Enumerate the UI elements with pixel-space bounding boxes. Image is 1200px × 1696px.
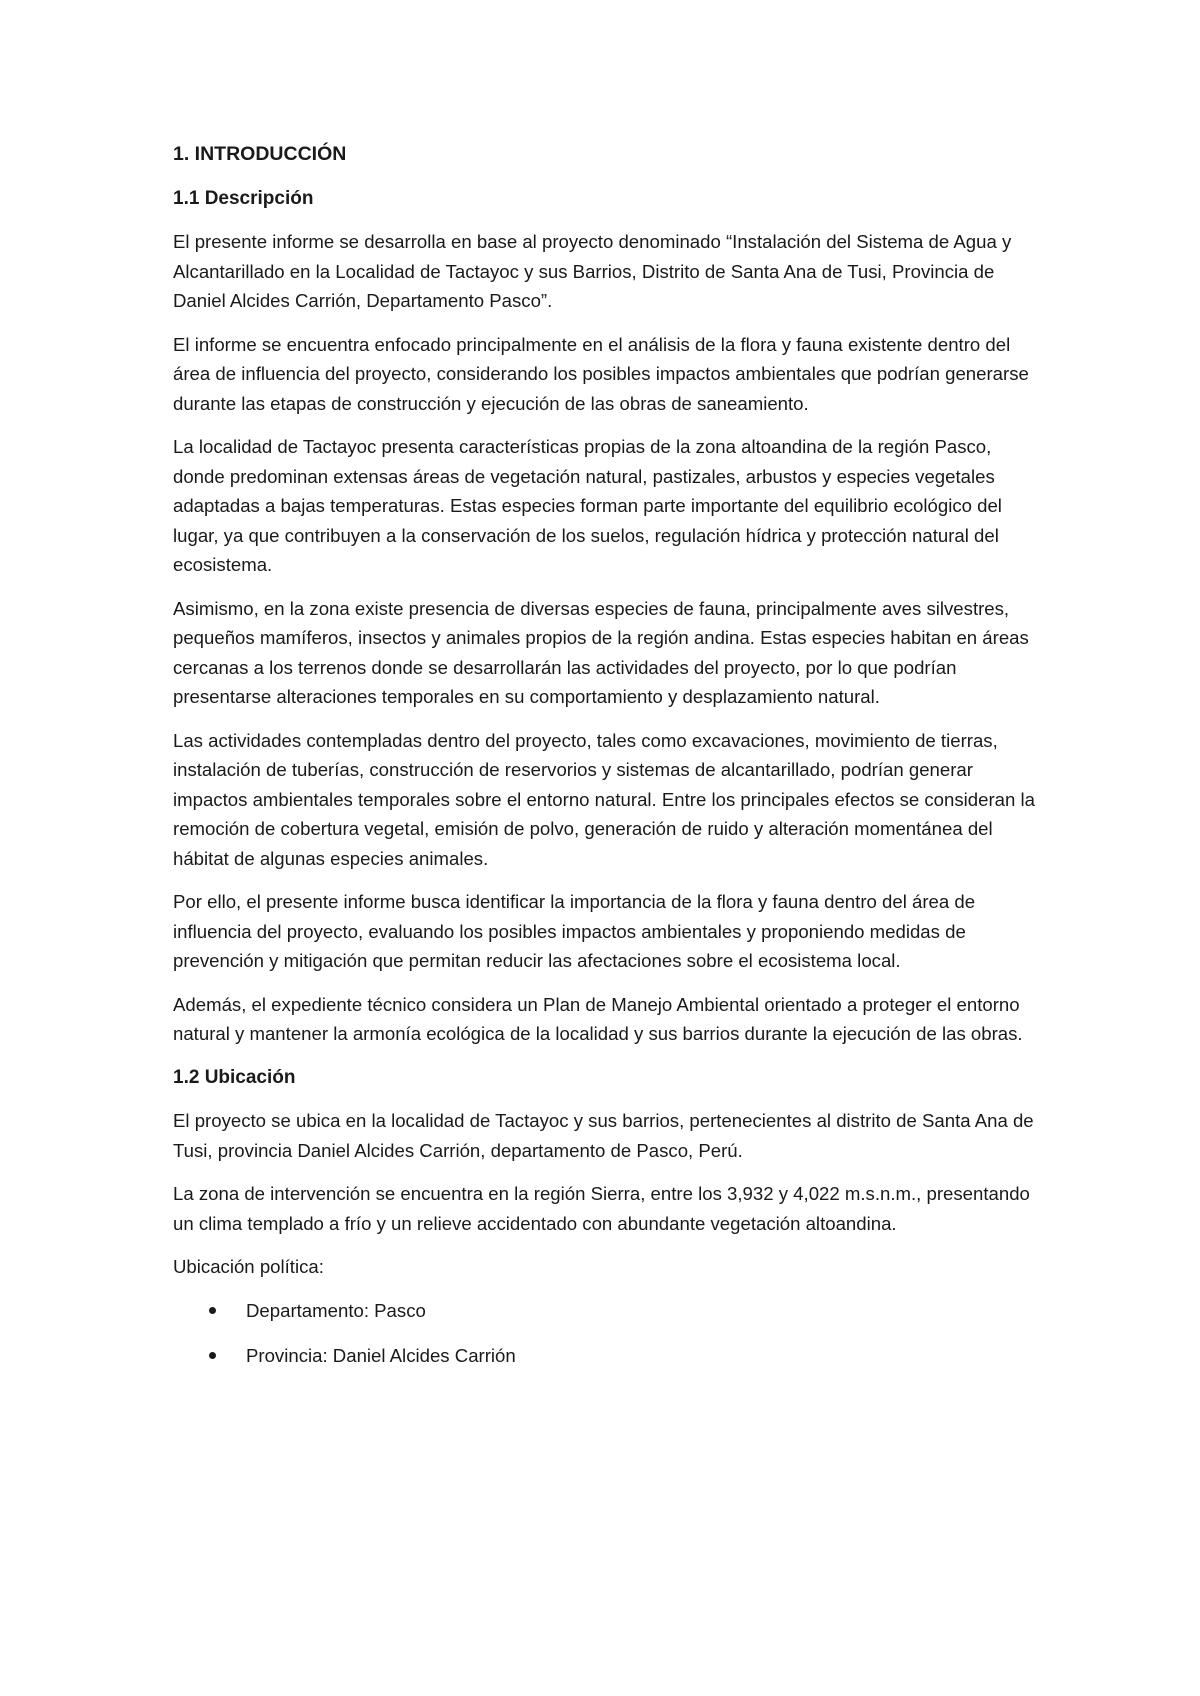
paragraph-ubicacion-1: El proyecto se ubica en la localidad de Tactayoc y sus barrios, pertenecientes al distrito de Santa Ana de Tusi, provincia Daniel Alcides Carrión, departamento de Pasco, Perú.: [173, 1110, 1034, 1161]
list-item-text: Provincia: Daniel Alcides Carrión: [246, 1345, 516, 1366]
bullet-icon: [209, 1352, 216, 1359]
paragraph-descripcion-2: El informe se encuentra enfocado principalmente en el análisis de la flora y fauna existente dentro del área de influencia del proyecto, considerando los posibles impactos ambientales que podrían generarse durante las etapas de construcción y ejecución de las obras de saneamiento.: [173, 333, 1029, 414]
paragraph-descripcion-1: El presente informe se desarrolla en base al proyecto denominado “Instalación del Sistema de Agua y Alcantarillado en la Localidad de Tactayoc y sus Barrios, Distrito de Santa Ana de Tusi, Provincia de Daniel Alcides Carrión, Departamento Pasco”.: [173, 231, 1012, 311]
section-title-ubicacion: 1.2 Ubicación: [173, 1066, 296, 1088]
list-label: Ubicación política:: [173, 1256, 324, 1277]
list-item: [173, 1296, 1043, 1326]
paragraph-descripcion-5: Las actividades contempladas dentro del proyecto, tales como excavaciones, movimiento de tierras, instalación de tuberías, construcción de reservorios y sistemas de alcantarillado, podrían generar impactos ambientales temporales sobre el entorno natural. Entre los principales efectos se consideran la remoción de cobertura vegetal, emisión de polvo, generación de ruido y alteración momentánea del hábitat de algunas especies animales.: [173, 729, 1035, 869]
section-title-descripcion: 1.1 Descripción: [173, 187, 314, 209]
list-item-text: Departamento: Pasco: [246, 1299, 426, 1321]
paragraph-descripcion-6: Por ello, el presente informe busca identificar la importancia de la flora y fauna dentro del área de influencia del proyecto, evaluando los posibles impactos ambientales y proponiendo medidas de prevención y mitigación que permitan reducir las afectaciones sobre el ecosistema local.: [173, 891, 976, 971]
chapter-heading: 1. INTRODUCCIÓN: [173, 143, 347, 165]
bullet-list: [173, 1296, 1043, 1371]
paragraph-descripcion-7: Además, el expediente técnico considera un Plan de Manejo Ambiental orientado a proteger el entorno natural y mantener la armonía ecológica de la localidad y sus barrios durante la ejecución de las obras.: [173, 993, 1023, 1044]
document-page: [173, 140, 1043, 1387]
paragraph-descripcion-4: Asimismo, en la zona existe presencia de diversas especies de fauna, principalmente aves silvestres, pequeños mamíferos, insectos y animales propios de la región andina. Estas especies habitan en áreas cercanas a los terrenos donde se desarrollarán las actividades del proyecto, por lo que podrían presentarse alteraciones temporales en su comportamiento y desplazamiento natural.: [173, 597, 1029, 707]
paragraph-ubicacion-2: La zona de intervención se encuentra en la región Sierra, entre los 3,932 y 4,022 m.s.n.m., presentando un clima templado a frío y un relieve accidentado con abundante vegetación altoandina.: [173, 1183, 1030, 1234]
list-item: [173, 1341, 1043, 1371]
bullet-icon: [209, 1307, 216, 1314]
paragraph-descripcion-3: La localidad de Tactayoc presenta características propias de la zona altoandina de la región Pasco, donde predominan extensas áreas de vegetación natural, pastizales, arbustos y especies vegetales adaptadas a bajas temperaturas. Estas especies forman parte importante del equilibrio ecológico del lugar, ya que contribuyen a la conservación de los suelos, regulación hídrica y protección natural del ecosistema.: [173, 436, 1002, 575]
